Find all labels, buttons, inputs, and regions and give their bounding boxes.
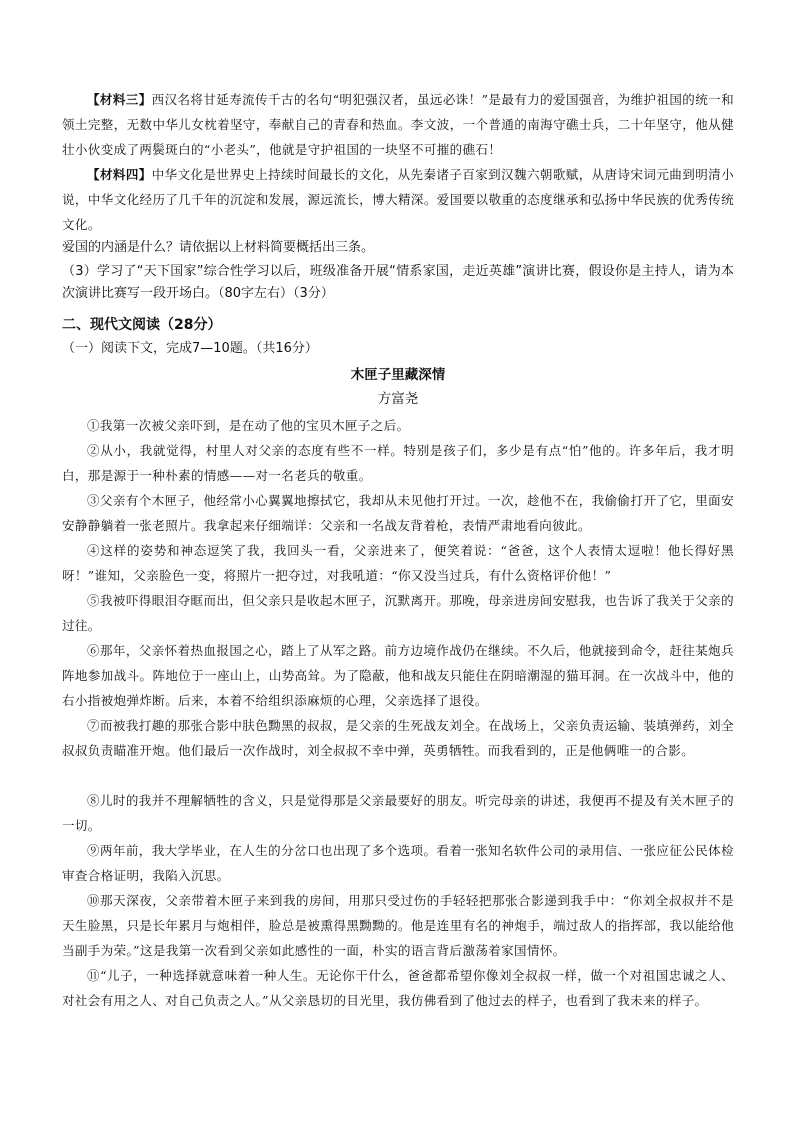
subsection-heading [62, 338, 734, 360]
material-three [62, 87, 734, 162]
article-paragraph-9 [62, 838, 734, 888]
article-paragraph-text: ⑪“儿子，一种选择就意味着一种人生。无论你干什么，爸爸都希望你像刘全叔叔一样，做一个对祖国忠诚之人、对社会有用之人、对自己负责之人。”从父亲恳切的目光里，我仿佛看到了他过去的样子，也看到了我未来的样子。 [62, 968, 734, 1008]
article-paragraph-6 [62, 638, 734, 713]
article-paragraph-8 [62, 788, 734, 838]
article-paragraph-11 [62, 963, 734, 1013]
article-paragraph-text: ⑩那天深夜，父亲带着木匣子来到我的房间，用那只受过伤的手轻轻把那张合影递到我手中：“你刘全叔叔并不是天生脸黑，只是长年累月与炮相伴，脸总是被熏得黑黝黝的。他是连里有名的神炮手，端过敌人的指挥部，我以能给他当副手为荣。”这是我第一次看到父亲如此感性的一面，朴实的语言背后激荡着家国情怀。 [62, 893, 734, 958]
article-paragraph-7 [62, 713, 734, 763]
article-paragraph-3 [62, 488, 734, 538]
article-paragraph-2 [62, 438, 734, 488]
article-paragraph-5 [62, 588, 734, 638]
article-title-block [62, 364, 734, 386]
question-3-text: （3）学习了“天下国家”综合性学习以后，班级准备开展“情系家国，走近英雄”演讲比赛，假设你是主持人，请为本次演讲比赛写一段开场白。（80字左右）（3分） [62, 264, 734, 301]
article-paragraph-text: ④这样的姿势和神态逗笑了我，我回头一看，父亲进来了，便笑着说：“爸爸，这个人表情太逗啦！他长得好黑呀！”谁知，父亲脸色一变，将照片一把夺过，对我吼道：“你又没当过兵，有什么资格评价他！” [62, 543, 734, 583]
material-four-tag: 【材料四】 [87, 167, 152, 182]
article-paragraph-text: ③父亲有个木匣子，他经常小心翼翼地擦拭它，我却从未见他打开过。一次，趁他不在，我偷偷打开了它，里面安安静静躺着一张老照片。我拿起来仔细端详：父亲和一名战友背着枪，表情严肃地看向彼此。 [62, 493, 734, 533]
article-paragraph-text: ⑧儿时的我并不理解牺牲的含义，只是觉得那是父亲最要好的朋友。听完母亲的讲述，我便再不提及有关木匣子的一切。 [62, 793, 734, 833]
material-four [62, 162, 734, 237]
article-author-block [62, 388, 734, 410]
article-title: 木匣子里藏深情 [350, 367, 446, 383]
article-paragraph-text: ⑨两年前，我大学毕业，在人生的分岔口也出现了多个选项。看着一张知名软件公司的录用信、一张应征公民体检审查合格证明，我陷入沉思。 [62, 843, 734, 883]
article-paragraph-10 [62, 888, 734, 963]
material-three-tag: 【材料三】 [87, 92, 152, 107]
question-3 [62, 261, 734, 305]
material-four-text: 中华文化是世界史上持续时间最长的文化，从先秦诸子百家到汉魏六朝歌赋，从唐诗宋词元曲到明清小说，中华文化经历了几千年的沉淀和发展，源远流长，博大精深。爱国要以敬重的态度继承和弘扬中华民族的优秀传统文化。 [62, 167, 734, 232]
question-main-text: 爱国的内涵是什么？请依据以上材料简要概括出三条。 [62, 240, 375, 255]
article-paragraph-1 [62, 413, 734, 438]
article-paragraph-4 [62, 538, 734, 588]
article-paragraph-text: ⑤我被吓得眼泪夺眶而出，但父亲只是收起木匣子，沉默离开。那晚，母亲进房间安慰我，也告诉了我关于父亲的过往。 [62, 593, 734, 633]
subsection-text: （一）阅读下文，完成7—10题。（共16分） [62, 341, 318, 356]
article-paragraph-text: ⑦而被我打趣的那张合影中肤色黝黑的叔叔，是父亲的生死战友刘全。在战场上，父亲负责运输、装填弹药，刘全叔叔负责瞄准开炮。他们最后一次作战时，刘全叔叔不幸中弹，英勇牺牲。而我看到的，正是他俩唯一的合影。 [62, 718, 734, 758]
section-heading [62, 314, 734, 336]
material-three-text: 西汉名将甘延寿流传千古的名句“明犯强汉者，虽远必诛！”是最有力的爱国强音，为维护祖国的统一和领土完整，无数中华儿女枕着坚守，奉献自己的青春和热血。李文波，一个普通的南海守礁士兵，二十年坚守，他从健壮小伙变成了两鬓斑白的“小老头”，他就是守护祖国的一块坚不可摧的礁石！ [62, 92, 734, 157]
article-paragraph-text: ⑥那年，父亲怀着热血报国之心，踏上了从军之路。前方边境作战仍在继续。不久后，他就接到命令，赶往某炮兵阵地参加战斗。阵地位于一座山上，山势高耸。为了隐蔽，他和战友只能住在阴暗潮湿的猫耳洞。在一次战斗中，他的右小指被炮弹炸断。后来，本着不给组织添麻烦的心理，父亲选择了退役。 [62, 643, 734, 708]
material-three-paragraph [62, 87, 734, 162]
article-paragraph-text: ②从小，我就觉得，村里人对父亲的态度有些不一样。特别是孩子们，多少是有点“怕”他的。许多年后，我才明白，那是源于一种朴素的情感——对一名老兵的敬重。 [62, 443, 734, 483]
question-main [62, 237, 734, 259]
material-four-paragraph [62, 162, 734, 237]
section-title: 二、现代文阅读（28分） [62, 317, 222, 333]
article-author: 方富尧 [377, 391, 419, 407]
article-paragraph-text: ①我第一次被父亲吓到，是在动了他的宝贝木匣子之后。 [87, 418, 410, 433]
